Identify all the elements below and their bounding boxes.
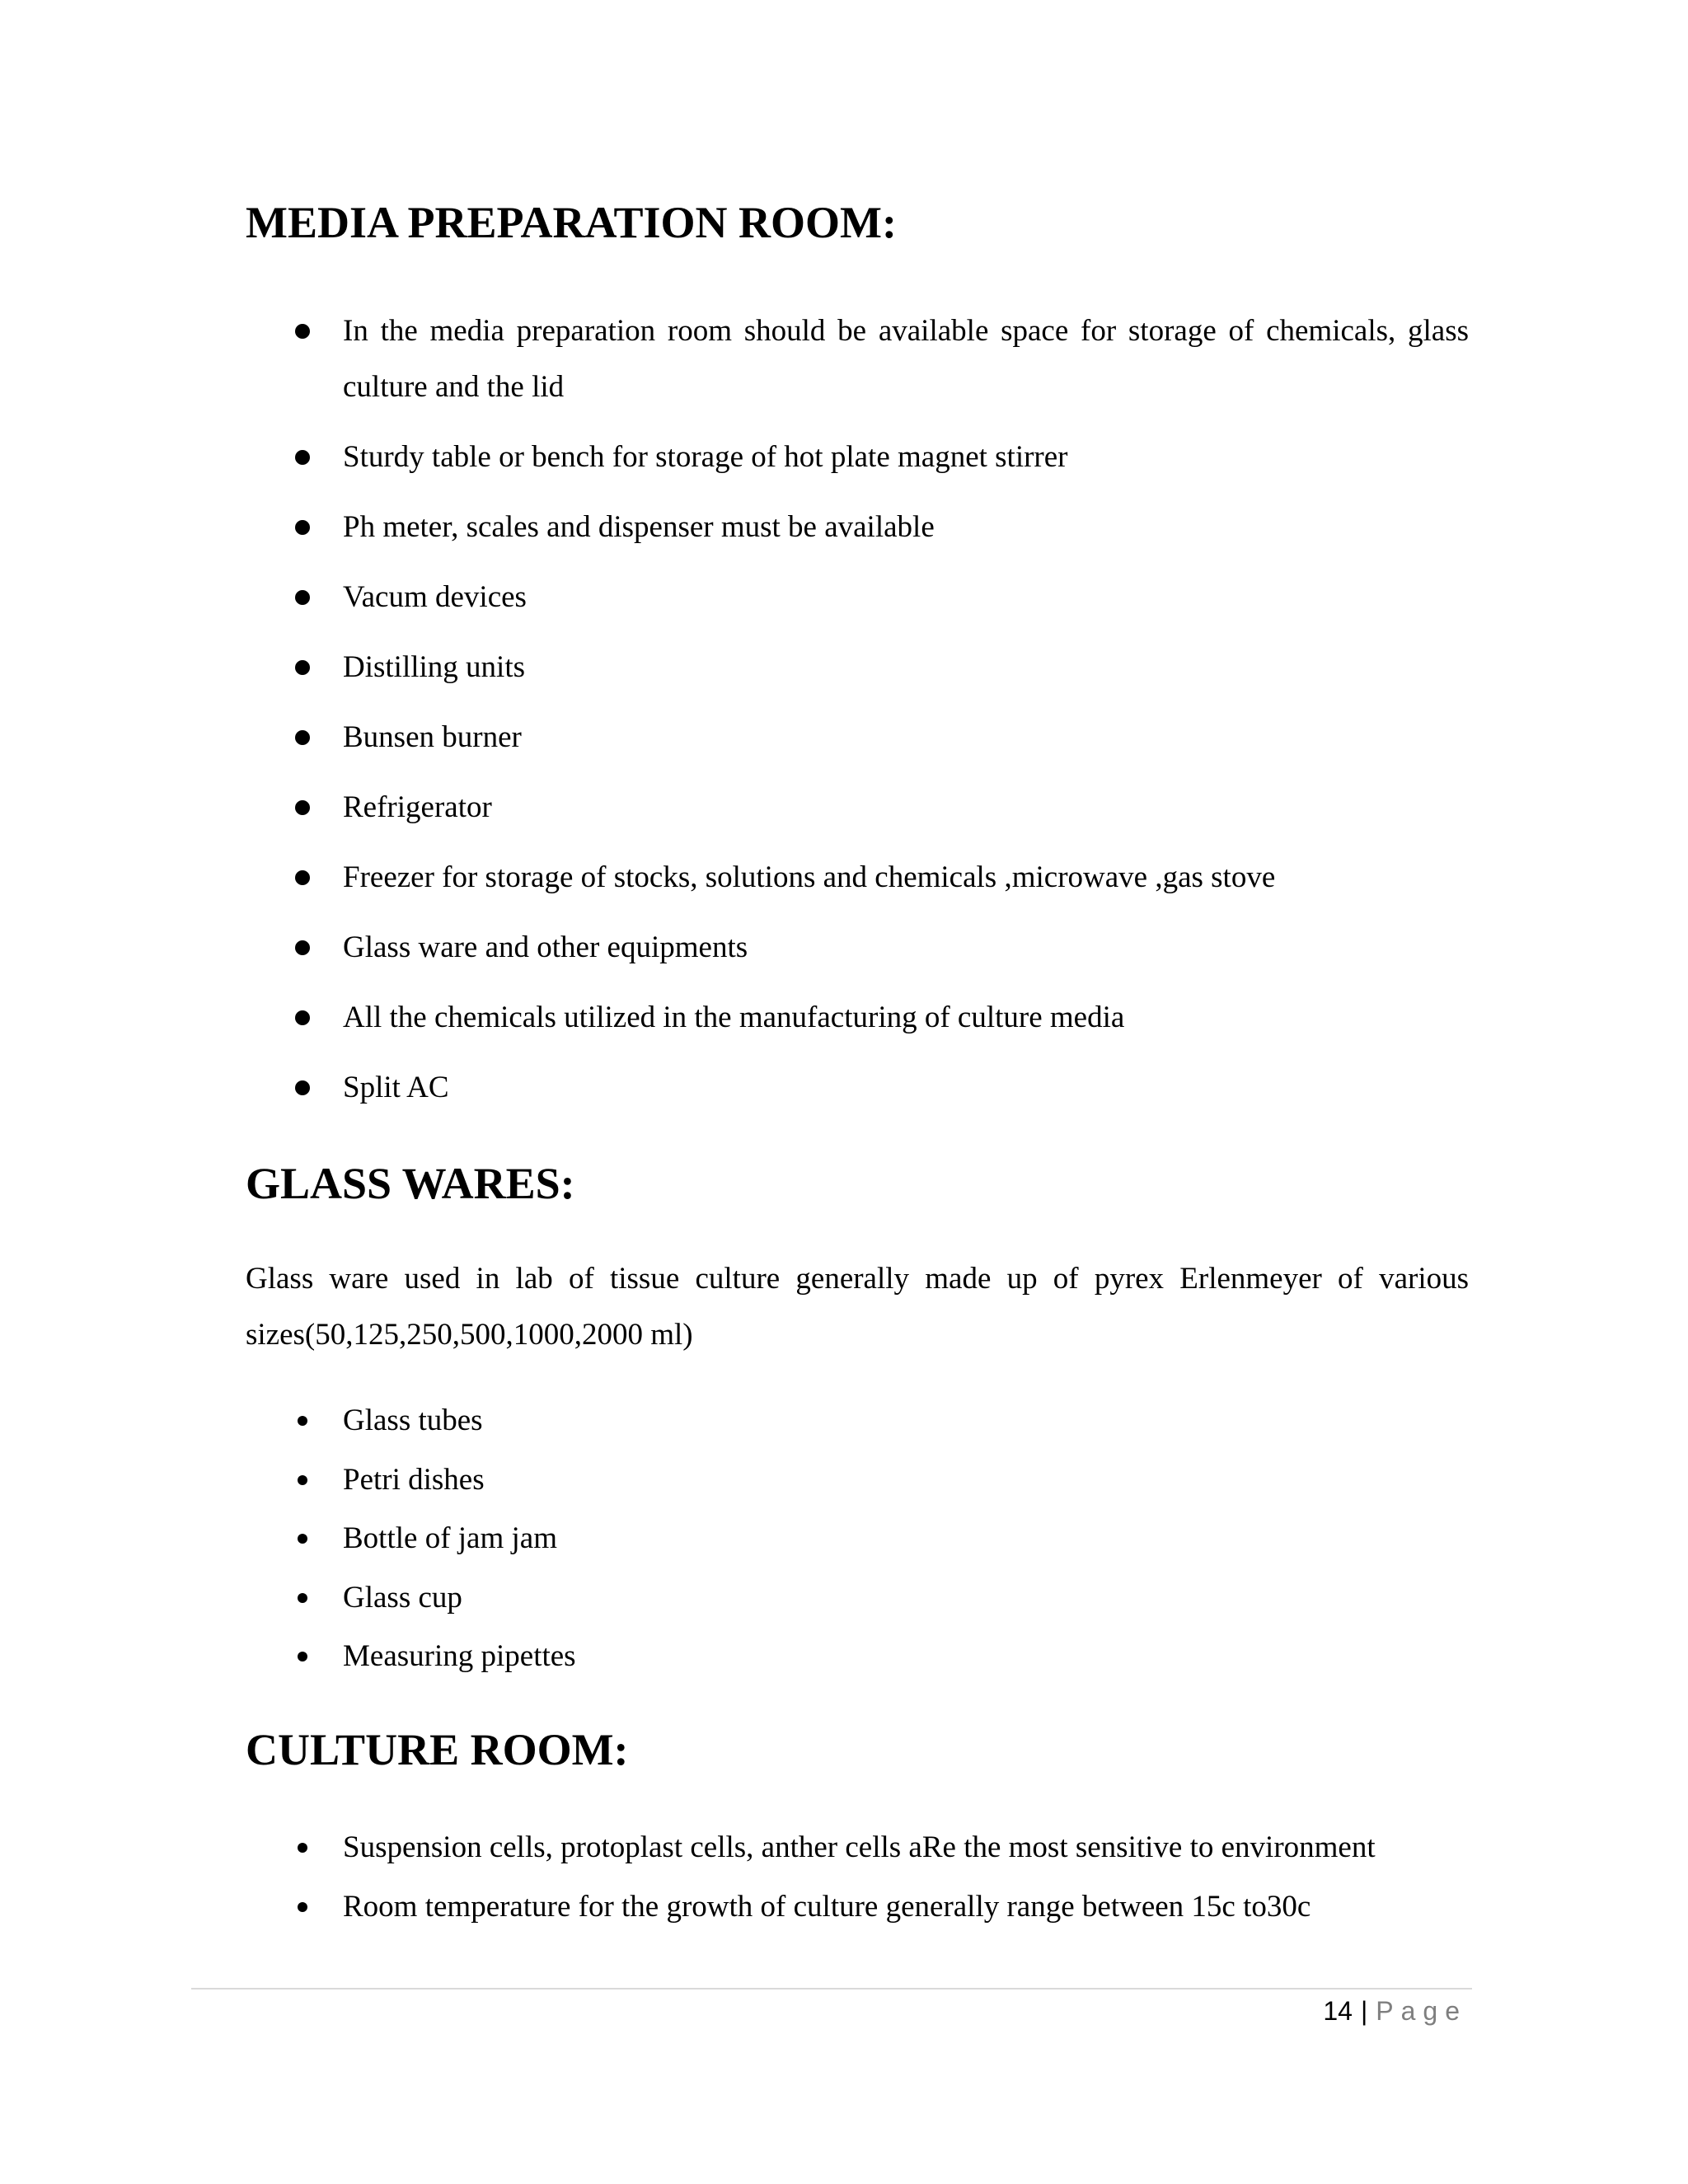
list-item-text: Suspension cells, protoplast cells, anther cells aRe the most sensitive to environment [343, 1830, 1376, 1864]
list-item-text: All the chemicals utilized in the manufacturing of culture media [343, 1001, 1125, 1034]
list-item [246, 1818, 1469, 1877]
list-item [246, 850, 1469, 906]
bullet-icon [298, 1593, 307, 1603]
bullet-icon [298, 1416, 307, 1426]
footer-separator: | [1360, 1996, 1368, 2026]
bullet-icon [295, 520, 310, 535]
bullet-icon [295, 1080, 310, 1095]
list-item-text: Refrigerator [343, 790, 492, 824]
list-item [246, 780, 1469, 836]
bullet-icon [295, 590, 310, 605]
list-item [246, 1568, 1469, 1628]
page-label: Page [1376, 1996, 1467, 2026]
bullet-icon [298, 1475, 307, 1485]
list-item-text: Petri dishes [343, 1462, 485, 1497]
list-item [246, 1509, 1469, 1568]
heading-media-preparation-room: MEDIA PREPARATION ROOM: [246, 198, 897, 247]
list-item-text: Split AC [343, 1071, 449, 1104]
bullet-icon [295, 450, 310, 465]
page-footer [1323, 1993, 1467, 2029]
list-item-text: Ph meter, scales and dispenser must be available [343, 510, 935, 544]
list-item [246, 1060, 1469, 1116]
footer-divider [191, 1988, 1472, 1990]
heading-culture-room: CULTURE ROOM: [246, 1725, 629, 1774]
list-item-text: Freezer for storage of stocks, solutions and chemicals ,microwave ,gas stove [343, 860, 1276, 894]
list-item [246, 303, 1469, 415]
bullet-icon [298, 1534, 307, 1544]
glass-wares-paragraph: Glass ware used in lab of tissue culture generally made up of pyrex Erlenmeyer of various sizes(50,125,250,500,1000,2000 ml) [246, 1262, 1469, 1352]
heading-glass-wares: GLASS WARES: [246, 1159, 575, 1208]
bullet-icon [295, 800, 310, 815]
list-item-text: In the media preparation room should be available space for storage of chemicals, glass culture and the lid [343, 314, 1469, 404]
list-item-text: Distilling units [343, 650, 526, 684]
bullet-icon [295, 660, 310, 675]
list-item [246, 569, 1469, 626]
list-item [246, 1451, 1469, 1510]
page-number: 14 [1323, 1996, 1353, 2026]
bullet-icon [298, 1902, 307, 1912]
list-item-text: Bottle of jam jam [343, 1521, 557, 1555]
list-item-text: Glass tubes [343, 1404, 483, 1437]
culture-room-list [246, 1818, 1469, 1936]
list-item [246, 1627, 1469, 1686]
list-item-text: Vacum devices [343, 580, 527, 614]
list-item-text: Room temperature for the growth of culture generally range between 15c to30c [343, 1889, 1311, 1924]
media-preparation-list [246, 303, 1469, 1130]
list-item [246, 1391, 1469, 1451]
bullet-icon [298, 1843, 307, 1853]
glass-wares-list [246, 1391, 1469, 1686]
list-item [246, 1877, 1469, 1937]
bullet-icon [298, 1652, 307, 1661]
bullet-icon [295, 870, 310, 885]
list-item [246, 499, 1469, 555]
list-item [246, 990, 1469, 1046]
bullet-icon [295, 940, 310, 955]
bullet-icon [295, 730, 310, 745]
list-item [246, 920, 1469, 976]
list-item-text: Glass cup [343, 1580, 462, 1615]
bullet-icon [295, 324, 310, 339]
bullet-icon [295, 1010, 310, 1025]
list-item-text: Sturdy table or bench for storage of hot plate magnet stirrer [343, 440, 1068, 474]
list-item-text: Glass ware and other equipments [343, 930, 748, 964]
list-item-text: Measuring pipettes [343, 1639, 576, 1673]
list-item [246, 640, 1469, 696]
list-item-text: Bunsen burner [343, 720, 522, 754]
list-item [246, 429, 1469, 485]
list-item [246, 710, 1469, 766]
